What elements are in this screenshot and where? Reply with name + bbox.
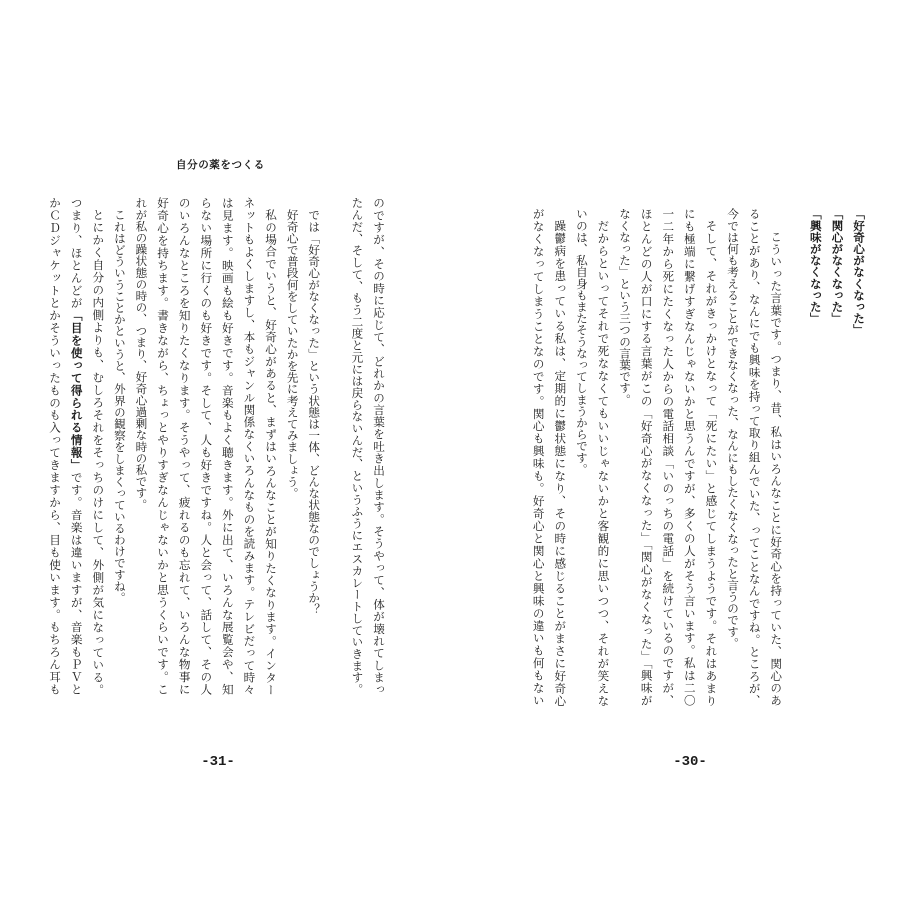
line-spacer xyxy=(324,197,346,695)
body-text-segment: つまり、ほとんどが xyxy=(69,197,84,310)
body-line: 躁鬱病を患っている私は、定期的に鬱状態になり、その時に感じることがまさに好奇心 xyxy=(553,219,568,706)
body-line: だからといってそれで死ななくてもいいじゃないかと客観的に思いつつ、それが笑えな xyxy=(596,219,611,706)
running-head: 自分の薬をつくる xyxy=(176,159,265,171)
body-line: 私の場合でいうと、好奇心があると、まずはいろんなことが知りたくなります。インター xyxy=(264,208,279,695)
body-line: らない場所に行くのも好きです。そして、人も好きですね。人と会って、話して、その人 xyxy=(199,197,214,695)
line-spacer xyxy=(786,208,804,706)
right-page-text xyxy=(527,208,869,706)
page-number-left: -31- xyxy=(201,754,235,770)
page-number-right: -30- xyxy=(673,754,707,770)
body-line: 好奇心で普段何をしていたかを先に考えてみましょう。 xyxy=(285,208,300,499)
body-line: たんだ、そして、もう二度と元には戻らないんだ、というふうにエスカレートしていきます。 xyxy=(350,197,365,695)
body-line: にも極端に繋げすぎなんじゃないかと思うんですが、多くの人がそう言います。私は二〇 xyxy=(682,208,697,706)
body-line: 一二年から死にたくなった人からの電話相談「いのっちの電話」を続けているのですが、 xyxy=(661,208,676,706)
quote-line: 「興味がなくなった」 xyxy=(808,208,823,324)
body-line: なくなった」という三つの言葉です。 xyxy=(618,208,633,406)
quote-line: 「関心がなくなった」 xyxy=(830,208,845,324)
body-line: これはどういうことかというと、外界の観察をしまくっているわけですね。 xyxy=(112,208,127,603)
body-line: がなくなってしまうことなのです。関心も興味も。好奇心と関心と興味の違いも何もない xyxy=(531,208,546,706)
left-page-text xyxy=(43,197,389,695)
body-line: のですが、その時に応じて、どれかの言葉を吐き出します。そうやって、体が壊れてしまっ xyxy=(372,197,386,695)
body-line: は見ます。映画も絵も好きです。音楽もよく聴きます。外に出て、いろんな展覧会や、知 xyxy=(220,197,235,695)
body-line: とにかく自分の内側よりも、むしろそれをそっちのけにして、外側が気になっている。 xyxy=(91,208,106,695)
body-line: ネットもよくしますし、本もジャンル関係なくいろんなものを読みます。テレビだって時々 xyxy=(242,197,257,695)
body-line: そして、それがきっかけとなって「死にたい」と感じてしまうようです。それはあまり xyxy=(704,219,719,706)
body-line-with-emphasis xyxy=(65,197,87,695)
body-text-segment: です。音楽は違いますが、音楽もＰＶと xyxy=(69,471,84,695)
quote-line: 「好奇心がなくなった」 xyxy=(852,208,866,336)
body-line: れが私の躁状態の時の、つまり、好奇心過剰な時の私です。 xyxy=(134,197,149,511)
emphasis-text: 「目を使って得られる情報」 xyxy=(69,309,84,472)
body-line: いのは、私自身もまたそうなってしまうからです。 xyxy=(574,208,589,475)
body-line: では「好奇心がなくなった」という状態は一体、どんな状態なのでしょうか？ xyxy=(307,208,322,615)
body-line: 好奇心を持ちます。書きながら、ちょっとやりすぎなんじゃないかと思うくらいです。こ xyxy=(156,197,171,695)
body-line: 今では何も考えることができなくなった、なんにもしたくなくなったと言うのです。 xyxy=(726,208,741,649)
body-line: ほとんどの人が口にする言葉がこの「好奇心がなくなった」「関心がなくなった」「興味が xyxy=(639,208,654,706)
body-line: こういった言葉です。つまり、昔、私はいろんなことに好奇心を持っていた、関心のあ xyxy=(769,231,784,706)
body-line: ることがあり、なんにでも興味を持って取り組んでいた、ってことなんですね。ところが、 xyxy=(747,208,762,706)
body-line: のいろんなところを知りたくなります。そうやって、疲れるのも忘れて、いろんな物事に xyxy=(177,197,192,695)
body-line: かＣＤジャケットとかそういったものも入ってきますから、目も使います。もちろん耳も xyxy=(48,197,63,695)
